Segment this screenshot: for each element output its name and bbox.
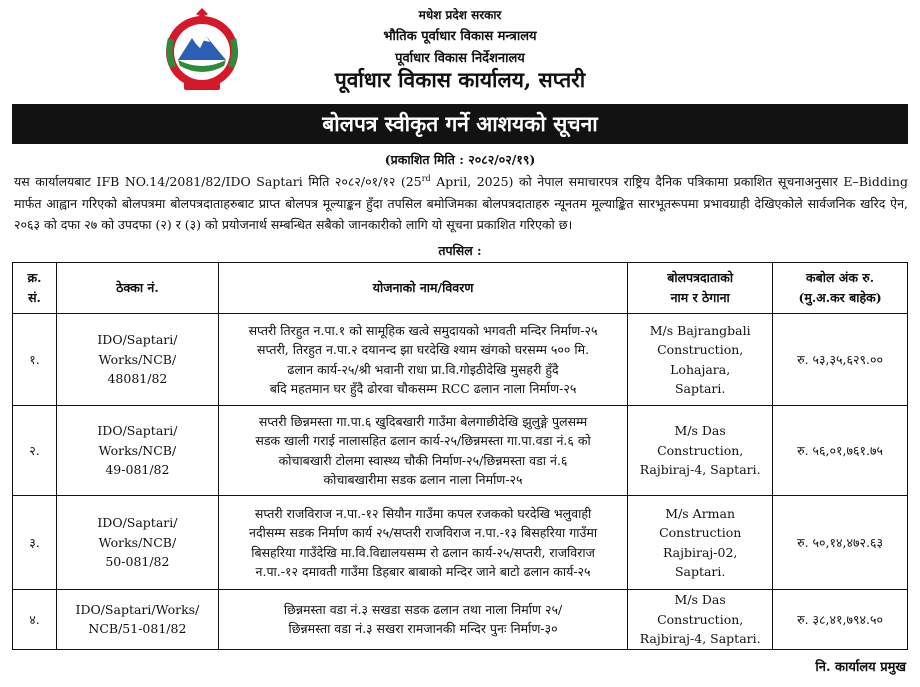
bid-table [12,262,908,650]
row-serial: २. [13,406,57,496]
header-serial: क्र. सं. [13,263,57,314]
row-contract-no: IDO/Saptari/Works/ NCB/51-081/82 [56,590,218,650]
row-amount: रु. ५३,३५,६२९.०० [773,314,908,406]
table-row [13,590,908,650]
row-serial: १. [13,314,57,406]
signature: नि. कार्यालय प्रमुख [815,660,906,675]
ministry-name: भौतिक पूर्वाधार विकास मन्त्रालय [383,29,537,44]
directorate-name: पूर्वाधार विकास निर्देशनालय [395,51,525,66]
publication-date: (प्रकाशित मिति : २०८२/०२/१९) [384,152,536,167]
row-project-description: छिन्नमस्ता वडा नं.३ सखडा सडक ढलान तथा नाला निर्माण २५/ छिन्नमस्ता वडा नं.३ सखरा रामजानकी मन्दिर पुनः निर्माण-३० [218,590,627,650]
intro-paragraph [14,171,908,236]
intro-part-1: यस कार्यालयबाट IFB NO.14/2081/82/IDO Saptari मिति २०८२/०१/१२ (25 [14,174,422,189]
row-amount: रु. ५६,०१,७६१.७५ [773,406,908,496]
row-bidder: M/s Das Construction, Rajbiraj-4, Saptari. [628,406,773,496]
row-bidder: M/s Bajrangbali Construction, Lohajara, Saptari. [628,314,773,406]
row-serial: ४. [13,590,57,650]
schedule-label: तपसिल : [438,243,482,258]
notice-title: बोलपत्र स्वीकृत गर्ने आशयको सूचना [12,104,908,144]
row-bidder: M/s Arman Construction Rajbiraj-02, Saptari. [628,496,773,590]
header-amount: कबोल अंक रु. (मु.अ.कर बाहेक) [773,263,908,314]
row-amount: रु. ३८,४१,७९४.५० [773,590,908,650]
row-project-description: सप्तरी छिन्नमस्ता गा.पा.६ खुदिबखारी गाउँमा बेलगाछीदेखि झुलुङ्गे पुलसम्म सडक खाली गराई नालासहित ढलान कार्य-२५/छिन्नमस्ता गा.पा.वडा नं.६ को कोचाबखारी टोलमा स्वास्थ्य चौकी निर्माण-२५/छिन्नमस्ता वडा नं.६ कोचाबखारीमा सडक ढलान नाला निर्माण-२५ [218,406,627,496]
office-name: पूर्वाधार विकास कार्यालय, सप्तरी [334,67,586,92]
row-serial: ३. [13,496,57,590]
intro-part-2: April, 2025) को नेपाल समाचारपत्र राष्ट्रिय दैनिक पत्रिकामा प्रकाशित सूचनाअनुसार E–Bidding मार्फत आह्वान गरिएको बोलपत्रमा बोलपत्रदाताहरुबाट प्राप्त बोलपत्र मूल्याङ्कन हुँदा तपसिल बमोजिमका बोलपत्रदाताहरु न्यूनतम मूल्याङ्कित सारभूतरूपमा प्रभावग्राही देखिएकोले सार्वजनिक खरिद ऐन, २०६३ को दफा २७ को उपदफा (२) र (३) को प्रयोजनार्थ सम्बन्धित सबैको जानकारीको लागि यो सूचना प्रकाशित गरिएको छ। [14,174,908,232]
province-government: मधेश प्रदेश सरकार [418,8,502,22]
row-contract-no: IDO/Saptari/ Works/NCB/ 48081/82 [56,314,218,406]
table-header-row [13,263,908,314]
header-project: योजनाको नाम/विवरण [218,263,627,314]
row-contract-no: IDO/Saptari/ Works/NCB/ 49-081/82 [56,406,218,496]
header-bidder: बोलपत्रदाताको नाम र ठेगाना [628,263,773,314]
bid-rows [13,314,908,650]
row-project-description: सप्तरी राजविराज न.पा.-१२ सियौन गाउँमा कपल रजकको घरदेखि भलुवाही नदीसम्म सडक निर्माण कार्य २५/सप्तरी राजविराज न.पा.-१३ बिसहरिया गाउँमा बिसहरिया गाउँदेखि मा.वि.विद्यालयसम्म रो ढलान कार्य-२५/सप्तरी, राजविराज न.पा.-१२ दमावती गाउँमा डिहबार बाबाको मन्दिर जाने बाटो ढलान कार्य-२५ [218,496,627,590]
table-row [13,406,908,496]
row-bidder: M/s Das Construction, Rajbiraj-4, Saptari. [628,590,773,650]
table-row [13,496,908,590]
row-amount: रु. ५०,१४,४७२.६३ [773,496,908,590]
row-contract-no: IDO/Saptari/ Works/NCB/ 50-081/82 [56,496,218,590]
table-row [13,314,908,406]
letterhead [0,0,920,102]
row-project-description: सप्तरी तिरहुत न.पा.१ को सामूहिक खत्वे समुदायको भगवती मन्दिर निर्माण-२५ सप्तरी, तिरहुत न.पा.२ दयानन्द झा घरदेखि श्याम खंगको घरसम्म ५०० मि. ढलान कार्य-२५/श्री भवानी राधा प्रा.वि.गोइठीदेखि मुसहरी हुँदै बदि महतमान घर हुँदै ढोरवा चौकसम्म RCC ढलान नाला निर्माण-२५ [218,314,627,406]
header-contract: ठेक्का नं. [56,263,218,314]
intro-superscript: rd [421,173,431,183]
